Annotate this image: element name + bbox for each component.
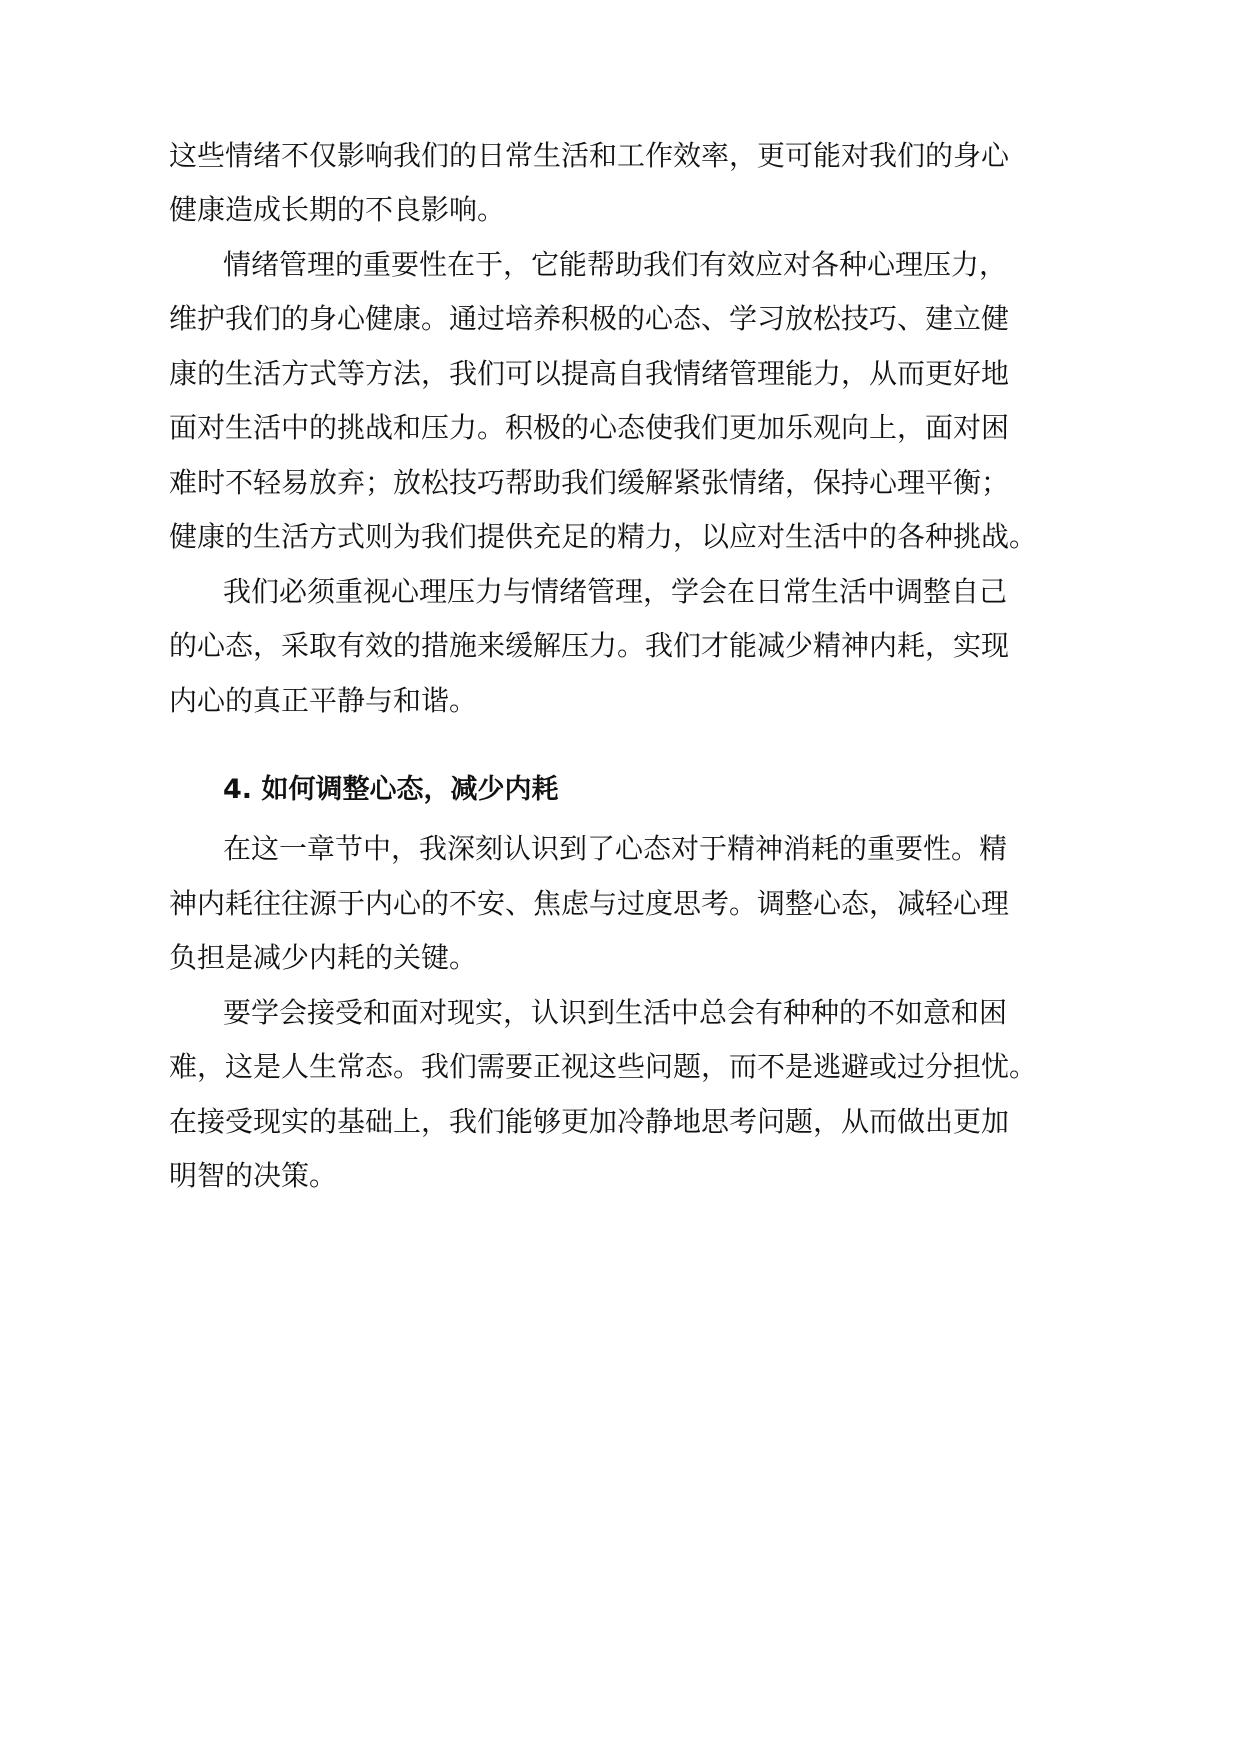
paragraph-line: 在接受现实的基础上，我们能够更加冷静地思考问题，从而做出更加	[169, 1105, 1010, 1138]
paragraph-line: 在这一章节中，我深刻认识到了心态对于精神消耗的重要性。精	[223, 832, 1008, 865]
paragraph-line: 维护我们的身心健康。通过培养积极的心态、学习放松技巧、建立健	[169, 302, 1010, 335]
paragraph-line: 难，这是人生常态。我们需要正视这些问题，而不是逃避或过分担忧。	[169, 1050, 1038, 1083]
paragraph-line: 健康造成长期的不良影响。	[169, 193, 506, 226]
paragraph-line: 健康的生活方式则为我们提供充足的精力，以应对生活中的各种挑战。	[169, 520, 1038, 553]
paragraph-line: 的心态，采取有效的措施来缓解压力。我们才能减少精神内耗，实现	[169, 629, 1010, 662]
paragraph-line: 内心的真正平静与和谐。	[169, 684, 478, 717]
paragraph-line: 负担是减少内耗的关键。	[169, 941, 478, 974]
paragraph-line: 神内耗往往源于内心的不安、焦虑与过度思考。调整心态，减轻心理	[169, 887, 1010, 920]
paragraph-line: 情绪管理的重要性在于，它能帮助我们有效应对各种心理压力，	[223, 248, 1008, 281]
section-heading: 4. 如何调整心态，减少内耗	[223, 774, 559, 805]
paragraph-line: 康的生活方式等方法，我们可以提高自我情绪管理能力，从而更好地	[169, 357, 1010, 390]
paragraph-line: 我们必须重视心理压力与情绪管理，学会在日常生活中调整自己	[223, 575, 1008, 608]
paragraph-line: 要学会接受和面对现实，认识到生活中总会有种种的不如意和困	[223, 996, 1008, 1029]
paragraph-line: 难时不轻易放弃；放松技巧帮助我们缓解紧张情绪，保持心理平衡；	[169, 466, 1010, 499]
paragraph-line: 面对生活中的挑战和压力。积极的心态使我们更加乐观向上，面对困	[169, 411, 1010, 444]
paragraph-line: 这些情绪不仅影响我们的日常生活和工作效率，更可能对我们的身心	[169, 139, 1010, 172]
paragraph-line: 明智的决策。	[169, 1159, 338, 1192]
